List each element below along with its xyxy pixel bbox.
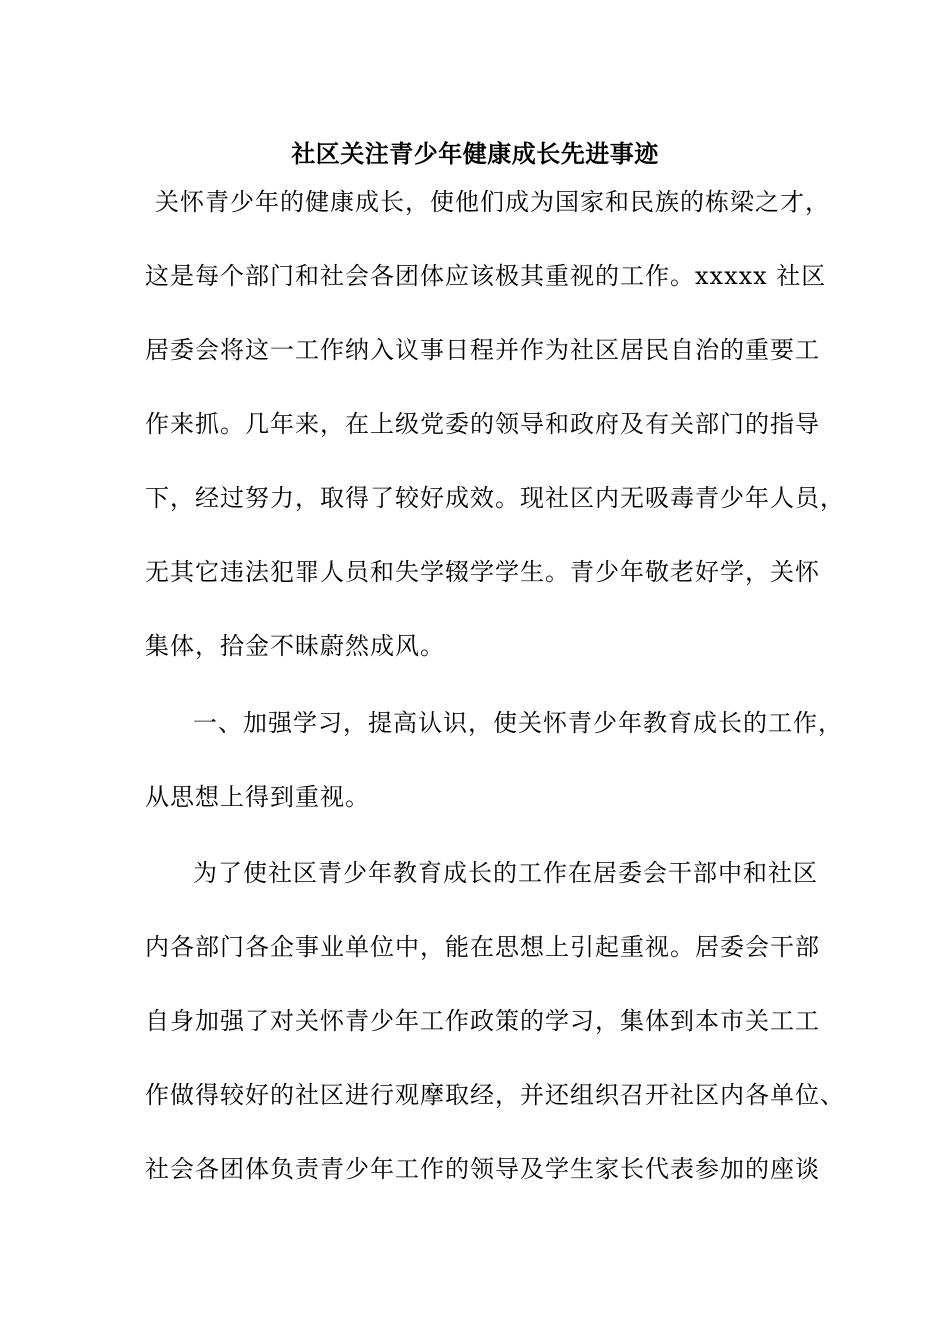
paragraph-line: 居委会将这一工作纳入议事日程并作为社区居民自治的重要工 xyxy=(145,336,820,364)
paragraph-line: 下，经过努力，取得了较好成效。现社区内无吸毒青少年人员， xyxy=(145,484,845,512)
section-heading-line: 从思想上得到重视。 xyxy=(145,783,370,811)
paragraph-line: 无其它违法犯罪人员和失学辍学学生。青少年敬老好学，关怀 xyxy=(145,558,820,586)
paragraph-line: 这是每个部门和社会各团体应该极其重视的工作。xxxxx 社区 xyxy=(145,262,827,290)
paragraph-line: 关怀青少年的健康成长，使他们成为国家和民族的栋梁之才， xyxy=(155,188,830,216)
paragraph-line: 作来抓。几年来，在上级党委的领导和政府及有关部门的指导 xyxy=(145,410,820,438)
paragraph-line: 内各部门各企事业单位中，能在思想上引起重视。居委会干部 xyxy=(145,933,820,961)
section-heading-line: 一、加强学习，提高认识，使关怀青少年教育成长的工作， xyxy=(193,709,843,737)
paragraph-line: 自身加强了对关怀青少年工作政策的学习，集体到本市关工工 xyxy=(145,1007,820,1035)
paragraph-line: 作做得较好的社区进行观摩取经，并还组织召开社区内各单位、 xyxy=(145,1081,845,1109)
paragraph-line: 为了使社区青少年教育成长的工作在居委会干部中和社区 xyxy=(193,859,818,887)
paragraph-line: 社会各团体负责青少年工作的领导及学生家长代表参加的座谈 xyxy=(145,1155,820,1183)
document-title: 社区关注青少年健康成长先进事迹 xyxy=(291,139,659,168)
paragraph-line: 集体，拾金不昧蔚然成风。 xyxy=(145,632,445,660)
